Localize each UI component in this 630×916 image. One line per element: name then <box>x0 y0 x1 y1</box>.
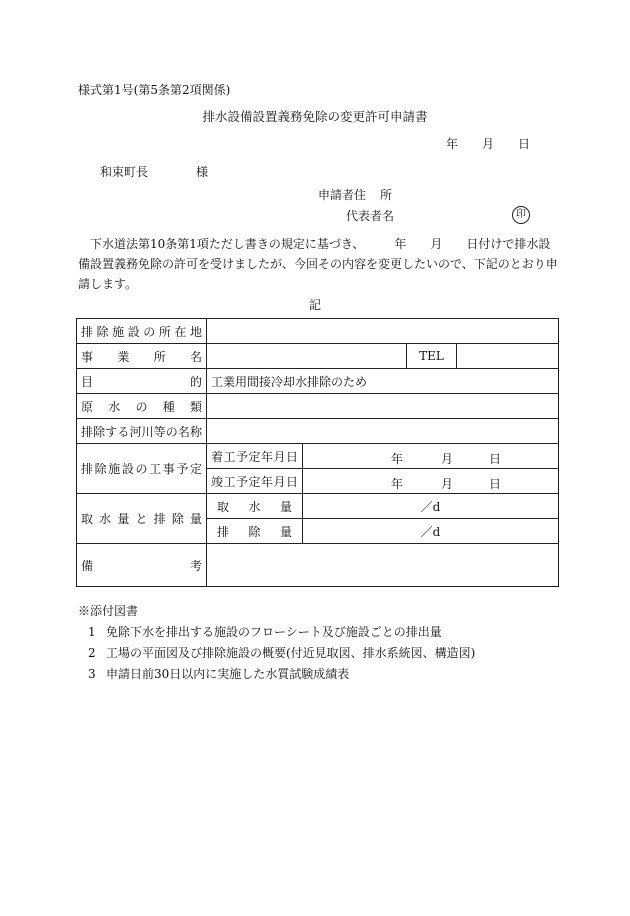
row-remarks <box>77 544 559 587</box>
discharge-unit: ／d <box>420 524 441 539</box>
river-label: 排除する河川等の名称 <box>77 419 207 444</box>
water-type-field[interactable] <box>207 394 559 419</box>
attachments-section <box>78 601 475 685</box>
purpose-value: 工業用間接冷却水排除のため <box>207 369 559 394</box>
representative-label: 代表者名 <box>346 209 395 223</box>
remarks-label: 備考 <box>77 544 207 587</box>
date-day-label: 日 <box>518 137 531 151</box>
row-river <box>77 419 559 444</box>
end-day-label: 日 <box>489 477 502 491</box>
start-day-label: 日 <box>489 452 502 466</box>
addressee-name: 和束町長 <box>100 165 149 179</box>
row-construction-start <box>77 444 559 469</box>
attachment-item <box>78 622 475 643</box>
remarks-field[interactable] <box>207 544 559 587</box>
start-year-label: 年 <box>391 452 404 466</box>
end-date-label: 竣工予定年月日 <box>207 469 303 494</box>
start-date-label: 着工予定年月日 <box>207 444 303 469</box>
seal-mark: 印 <box>512 206 530 224</box>
attachment-number: 2 <box>88 646 96 660</box>
purpose-label: 目的 <box>77 369 207 394</box>
row-intake <box>77 494 559 519</box>
construction-label: 排除施設の工事予定 <box>77 444 207 494</box>
attachment-number: 1 <box>88 625 96 639</box>
form-number: 様式第1号(第5条第2項関係) <box>78 83 231 97</box>
applicant-label: 申請者住 <box>318 188 367 202</box>
attachment-number: 3 <box>88 667 96 681</box>
end-month-label: 月 <box>441 477 454 491</box>
addressee-honorific: 様 <box>196 165 209 179</box>
attachment-item <box>78 643 475 664</box>
intake-label: 取水量 <box>207 494 303 519</box>
attachment-text: 工場の平面図及び排除施設の概要(付近見取図、排水系統図、構造図) <box>106 646 476 660</box>
ki-heading: 記 <box>308 298 321 312</box>
row-business <box>77 344 559 369</box>
tel-label: TEL <box>407 344 457 369</box>
attachments-title: ※添付図書 <box>78 604 139 618</box>
start-month-label: 月 <box>441 452 454 466</box>
row-purpose <box>77 369 559 394</box>
attachment-text: 申請日前30日以内に実施した水質試験成績表 <box>106 667 350 681</box>
location-label: 排除施設の所在地 <box>77 319 207 344</box>
discharge-field[interactable] <box>303 519 559 544</box>
date-month-label: 月 <box>482 137 495 151</box>
intake-unit: ／d <box>420 499 441 514</box>
attachment-text: 免除下水を排出する施設のフローシート及び施設ごとの排出量 <box>106 625 442 639</box>
body-text: 下水道法第10条第1項ただし書きの規定に基づき、 年 月 日付けで排水設備設置義務免除の許可を受けましたが、今回その内容を変更したいので、下記のとおり申請します。 <box>78 237 558 291</box>
river-field[interactable] <box>207 419 559 444</box>
end-date-field[interactable] <box>303 469 559 494</box>
business-label: 事業所名 <box>77 344 207 369</box>
location-field[interactable] <box>207 319 559 344</box>
document-title: 排水設備設置義務免除の変更許可申請書 <box>202 109 428 124</box>
row-location <box>77 319 559 344</box>
volume-label: 取水量と排除量 <box>77 494 207 544</box>
water-type-label: 原水の種類 <box>77 394 207 419</box>
end-year-label: 年 <box>391 477 404 491</box>
application-table <box>76 318 559 587</box>
date-year-label: 年 <box>446 137 459 151</box>
start-date-field[interactable] <box>303 444 559 469</box>
applicant-label-suffix: 所 <box>380 188 393 202</box>
discharge-label: 排除量 <box>207 519 303 544</box>
body-paragraph <box>78 234 560 294</box>
attachment-item <box>78 664 475 685</box>
addressee <box>100 165 209 179</box>
tel-field[interactable] <box>457 344 559 369</box>
applicant-address-label <box>318 188 393 202</box>
business-field[interactable] <box>207 344 407 369</box>
row-water-type <box>77 394 559 419</box>
intake-field[interactable] <box>303 494 559 519</box>
